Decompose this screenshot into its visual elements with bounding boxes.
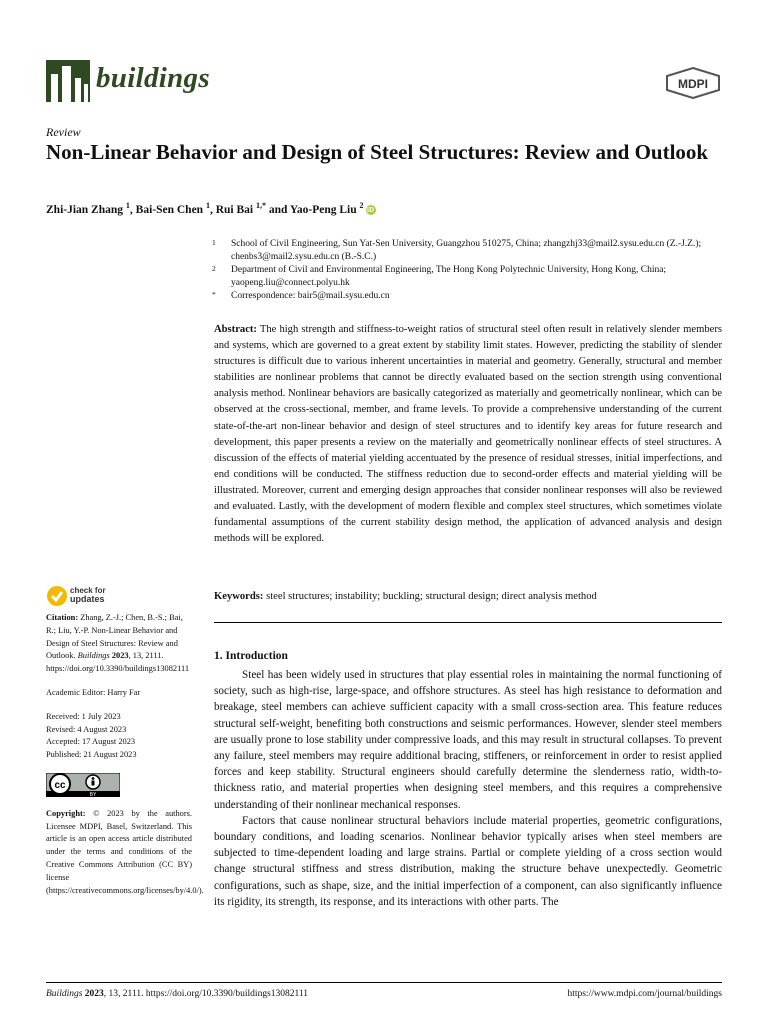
- author-affiliation-mark: 1: [205, 201, 210, 210]
- keywords: [214, 589, 722, 604]
- copyright-text: © 2023 by the authors. Licensee MDPI, Basel, Switzerland. This article is an open access article distributed under the terms and conditions of the Creative Commons Attribution (CC BY) license (https://creativecommons.org/licenses/by/4.0/).: [46, 808, 204, 895]
- keywords-label: Keywords:: [214, 591, 264, 602]
- check-updates-icon: [46, 585, 68, 607]
- author-separator: ,: [209, 203, 216, 216]
- citation-doi[interactable]: , 13, 2111. https://doi.org/10.3390/buildings13082111: [46, 651, 190, 674]
- date-accepted: Accepted: 17 August 2023: [46, 737, 136, 747]
- date-received: Received: 1 July 2023: [46, 711, 121, 721]
- copyright-label: Copyright:: [46, 808, 86, 818]
- author-list: [46, 201, 376, 216]
- affiliation-text: School of Civil Engineering, Sun Yat-Sen University, Guangzhou 510275, China; zhangzhj33@mail2.sysu.edu.cn (Z.-J.Z.); chenbs3@mail2.sysu.edu.cn (B.-S.C.): [231, 239, 702, 262]
- mdpi-logo-icon: [664, 67, 722, 99]
- journal-logo-icon: [46, 60, 90, 102]
- academic-editor: Academic Editor: Harry Far: [46, 687, 141, 697]
- abstract: [214, 322, 722, 547]
- author-separator: and: [265, 203, 290, 216]
- footer-journal-url[interactable]: https://www.mdpi.com/journal/buildings: [567, 989, 722, 999]
- affiliation-text: Department of Civil and Environmental Engineering, The Hong Kong Polytechnic University, Hong Kong, China; yaopeng.liu@connect.polyu.hk: [231, 265, 667, 288]
- date-published: Published: 21 August 2023: [46, 750, 137, 760]
- footer-divider: [46, 982, 722, 983]
- author-name[interactable]: Yao-Peng Liu: [289, 203, 357, 216]
- copyright-block: [46, 808, 204, 898]
- affiliation-mark: 1: [212, 238, 216, 247]
- author-affiliation-mark: 1: [125, 201, 130, 210]
- article-title: Non-Linear Behavior and Design of Steel Structures: Review and Outlook: [46, 140, 709, 164]
- section-divider: [214, 622, 722, 623]
- author-name[interactable]: Bai-Sen Chen: [135, 203, 204, 216]
- affiliation-item: [212, 290, 722, 303]
- author-affiliation-mark: 1,*: [255, 201, 266, 210]
- author-separator: ,: [129, 203, 136, 216]
- check-updates-line2: updates: [70, 594, 105, 604]
- date-revised: Revised: 4 August 2023: [46, 724, 127, 734]
- affiliation-mark: *: [212, 290, 216, 299]
- abstract-text: The high strength and stiffness-to-weight ratios of structural steel often result in relatively slender members and systems, which are governed to a great extent by stability limit states. However, predicting the stability of slender structures is difficult due to various inherent uncertainties in material and geometry. Generally, structural and member stabilities are nonlinear problems that cannot be directly evaluated based on the section strength using conventional analysis method. Nonlinear behaviors are basically categorized as materially and geometrically nonlinear, which can be observed at the cross-sectional, member, and frame levels. To provide a comprehensive understanding of the current state-of-the-art non-linear behavior and design of steel structures and to identify key areas for future research and development, this paper presents a review on the materially and geometrically nonlinear effects of steel structures. A discussion of the effects of material yielding accentuated by the presence of residual stresses, initial imperfections, and end conditions will be conducted. The stiffness reduction due to second-order effects and material yielding will be illustrated. Moreover, current and emerging design approaches that consider nonlinear responses will also be reviewed and evaluated. Lastly, with the development of modern flexible and complex steel structures, which sometimes violate fundamental assumptions of the current stability design method, the application of advanced analysis and design methods will be explored.: [214, 324, 722, 545]
- footer-year: 2023: [84, 989, 104, 999]
- footer-citation: [46, 989, 308, 999]
- introduction-body: [214, 667, 722, 910]
- cc-by-license-icon[interactable]: [46, 773, 120, 797]
- author-name[interactable]: Rui Bai: [215, 203, 254, 216]
- citation-year: 2023: [111, 651, 129, 661]
- author-name[interactable]: Zhi-Jian Zhang: [46, 203, 124, 216]
- citation-block: [46, 612, 192, 676]
- affiliation-text: Correspondence: bair5@mail.sysu.edu.cn: [231, 291, 390, 301]
- check-for-updates-button[interactable]: [46, 585, 126, 607]
- citation-text: Zhang, Z.-J.; Chen, B.-S.; Bai, R.; Liu, Y.-P. Non-Linear Behavior and Design of Steel Structures: Review and Outlook.: [46, 613, 183, 661]
- footer-journal: Buildings: [46, 989, 83, 999]
- svg-text:cc: cc: [54, 779, 66, 791]
- citation-journal: Buildings: [77, 651, 110, 661]
- affiliation-mark: 2: [212, 264, 216, 273]
- publisher-name: MDPI: [678, 77, 708, 91]
- abstract-label: Abstract:: [214, 324, 257, 335]
- paragraph: Steel has been widely used in structures that play essential roles in maintaining the normal functioning of society, such as high-rise, large-space, and offshore structures. As steel has high resistance to deformation and breakage, steel members can achieve sufficient capacity with a small cross-section area. This feature reduces structural self-weight, benefiting both constructions and seismic performances. However, slender steel members are usually prone to lose stability under compressive loads, and this may result in structural collapses. To prevent any failure, steel members may require additional bracing, stiffeners, or reinforcement in order to resist applied forces and keep stability. Structural engineers should carefully determine the slenderness ratio, width-to-thickness ratio, and material properties when designing steel members, and this requires a comprehensive understanding of their nonlinear mechanical responses.: [214, 669, 722, 811]
- affiliation-item: [212, 264, 722, 290]
- check-updates-line1: check for: [70, 586, 106, 595]
- affiliation-item: [212, 238, 722, 264]
- orcid-icon[interactable]: iD: [367, 205, 374, 214]
- affiliations: [212, 238, 722, 303]
- keywords-text: steel structures; instability; buckling; structural design; direct analysis method: [266, 591, 597, 602]
- section-heading-introduction: 1. Introduction: [214, 650, 288, 662]
- paragraph: Factors that cause nonlinear structural behaviors include material properties, geometric configurations, boundary conditions, and loading scenarios. Nonlinear behavior typically arises when steel members are subjected to time-dependent loading and large strains. Partial or complete yielding of a cross section would change structural stiffness and stress distribution, making the structure behave unexpectedly. Geometric configurations, such as shape, size, and the initial imperfection of a component, can also significantly influence its rigidity, its strength, its response, and its interactions with other parts. The: [214, 814, 722, 908]
- article-info-sidebar: [46, 612, 204, 897]
- footer-doi[interactable]: , 13, 2111. https://doi.org/10.3390/buildings13082111: [103, 989, 309, 999]
- citation-label: Citation:: [46, 613, 79, 622]
- author-affiliation-mark: 2: [359, 201, 364, 210]
- journal-name: buildings: [96, 62, 210, 94]
- cc-by-label: BY: [89, 791, 97, 797]
- article-type: Review: [46, 125, 81, 139]
